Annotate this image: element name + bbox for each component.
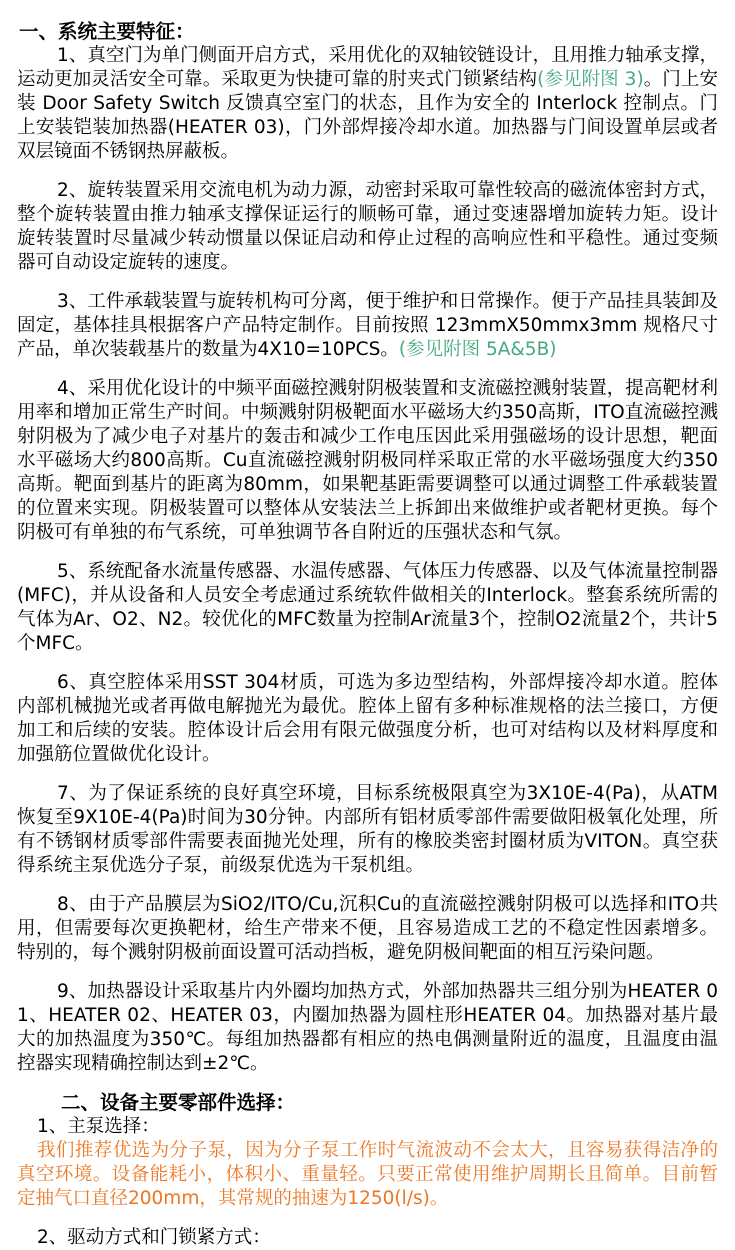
subsection-2-heading [17, 1226, 718, 1250]
text-run: 9、加热器设计采取基片内外圈均加热方式，外部加热器共三组分别为HEATER 01、HEATER 02、HEATER 03，内圈加热器为圆柱形HEATER 04。加热器对基片最大的加热温度为350℃。每组加热器都有相应的热电偶测量附近的温度，且温度由温控器实现精确控制达到±2℃。 [17, 981, 718, 1074]
feature-paragraph-1 [17, 44, 718, 164]
subsection-1-heading [17, 1115, 718, 1139]
text-run: 6、真空腔体采用SST 304材质，可选为多边型结构，外部焊接冷却水道。腔体内部机械抛光或者再做电解抛光为最优。腔体上留有多种标准规格的法兰接口，方便加工和后续的安装。腔体设计后会用有限元做强度分析，也可对结构以及材料厚度和加强筋位置做优化设计。 [17, 672, 718, 765]
text-run: 1、真空门为单门侧面开启方式，采用优化的双轴铰链设计，且用推力轴承支撑，运动更加灵活安全可靠。采取更为快捷可靠的肘夹式门锁紧结构 [17, 45, 718, 90]
feature-paragraph-3 [17, 290, 718, 362]
feature-paragraph-5 [17, 560, 718, 656]
text-run: 4、采用优化设计的中频平面磁控溅射阴极装置和支流磁控溅射装置，提高靶材利用率和增加正常生产时间。中频溅射阴极靶面水平磁场大约350高斯，ITO直流磁控溅射阴极为了减少电子对基片的轰击和减少工作电压因此采用强磁场的设计思想，靶面水平磁场大约800高斯。Cu直流磁控溅射阴极同样采取正常的水平磁场强度大约350高斯。靶面到基片的距离为80mm，如果靶基距需要调整可以通过调整工件承载装置的位置来实现。阴极装置可以整体从安装法兰上拆卸出来做维护或者靶材更换。每个阴极可有单独的布气系统，可单独调节各自附近的压强状态和气氛。 [17, 378, 718, 543]
section-2-heading [17, 1091, 718, 1115]
recommendation-text: 我们推荐优选为分子泵，因为分子泵工作时气流波动不会太大，且容易获得洁净的真空环境。设备能耗小，体积小、重量轻。只要正常使用维护周期长且简单。目前暂定抽气口直径200mm，其常规的抽速为1250(l/s)。 [17, 1140, 718, 1209]
text-run: 2、驱动方式和门锁紧方式： [37, 1227, 271, 1248]
text-run: 一、系统主要特征： [19, 20, 195, 43]
figure-reference-3: (参见附图 3) [537, 69, 644, 90]
feature-paragraph-2 [17, 179, 718, 275]
text-run: 2、旋转装置采用交流电机为动力源，动密封采取可靠性较高的磁流体密封方式，整个旋转装置由推力轴承支撑保证运行的顺畅可靠，通过变速器增加旋转力矩。设计旋转装置时尽量减少转动惯量以保证启动和停止过程的高响应性和平稳性。通过变频器可自动设定旋转的速度。 [17, 180, 718, 273]
document-body [17, 20, 718, 1250]
text-run: 3、工件承载装置与旋转机构可分离，便于维护和日常操作。便于产品挂具装卸及固定，基体挂具根据客户产品特定制作。目前按照 123mmX50mmx3mm 规格尺寸产品，单次装载基片的数量为4X10=10PCS。 [17, 291, 718, 360]
text-run: 5、系统配备水流量传感器、水温传感器、气体压力传感器、以及气体流量控制器(MFC)，并从设备和人员安全考虑通过系统软件做相关的Interlock。整套系统所需的气体为Ar、O2、N2。较优化的MFC数量为控制Ar流量3个，控制O2流量2个，共计5个MFC。 [17, 561, 718, 654]
figure-reference-5a5b: (参见附图 5A&5B) [398, 339, 557, 360]
feature-paragraph-8 [17, 893, 718, 965]
feature-paragraph-6 [17, 671, 718, 767]
text-run: 1、主泵选择： [37, 1116, 160, 1137]
pump-recommendation-paragraph [17, 1139, 718, 1211]
feature-paragraph-7 [17, 782, 718, 878]
text-run: 。门上安装 Door Safety Switch 反馈真空室门的状态，且作为安全的 Interlock 控制点。门上安装铠装加热器(HEATER 03)，门外部焊接冷却水道。加热器与门间设置单层或者双层镜面不锈钢热屏蔽板。 [17, 69, 718, 162]
text-run: 7、为了保证系统的良好真空环境，目标系统极限真空为3X10E-4(Pa)，从ATM恢复至9X10E-4(Pa)时间为30分钟。内部所有铝材质零部件需要做阳极氧化处理，所有不锈钢材质零部件需要表面抛光处理，所有的橡胶类密封圈材质为VITON。真空获得系统主泵优选分子泵，前级泵优选为干泵机组。 [17, 783, 718, 876]
text-run: 二、设备主要零部件选择： [61, 1091, 296, 1114]
feature-paragraph-4 [17, 377, 718, 545]
feature-paragraph-9 [17, 980, 718, 1076]
text-run: 8、由于产品膜层为SiO2/ITO/Cu,沉积Cu的直流磁控溅射阴极可以选择和ITO共用，但需要每次更换靶材，给生产带来不便，且容易造成工艺的不稳定性因素增多。特别的，每个溅射阴极前面设置可活动挡板，避免阴极间靶面的相互污染问题。 [17, 894, 718, 963]
section-1-heading [17, 20, 718, 44]
